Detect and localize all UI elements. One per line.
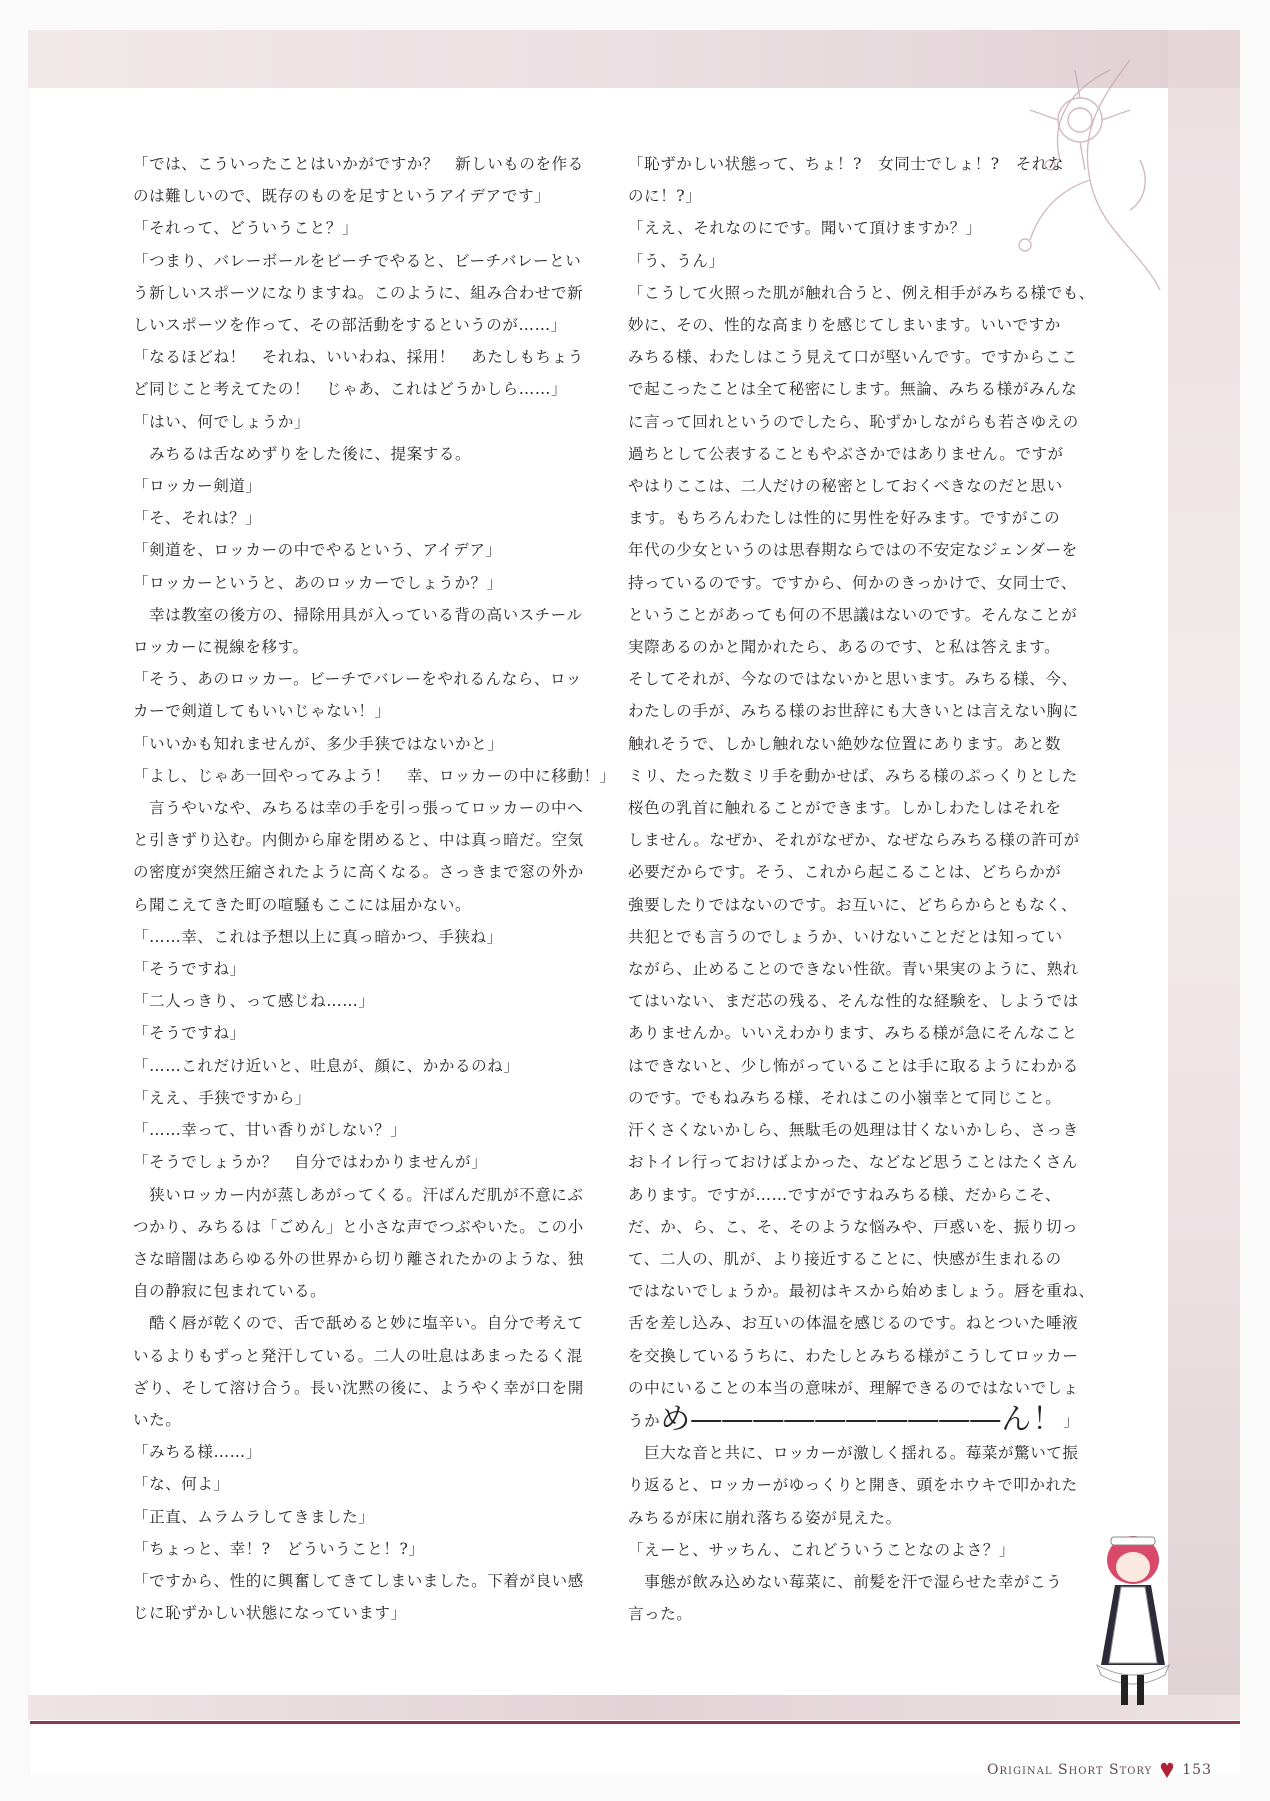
text-line: 「つまり、バレーボールをビーチでやると、ビーチバレーとい — [133, 251, 582, 270]
text-line: 「正直、ムラムラしてきました」 — [133, 1507, 375, 1526]
text-line: 「ちょっと、幸！? どういうこと！?」 — [133, 1539, 425, 1558]
text-line: 桜色の乳首に触れることができます。しかしわたしはそれを — [628, 799, 1062, 818]
text-line: 「ロッカーというと、あのロッカーでしょうか？」 — [133, 573, 503, 592]
text-line: ミリ、たった数ミリ手を動かせば、みちる様のぷっくりとした — [628, 766, 1079, 785]
page-number: 153 — [1182, 1762, 1212, 1778]
text-line: 汗くさくないかしら、無駄毛の処理は甘くないかしら、さっき — [628, 1121, 1079, 1140]
bottom-rule — [30, 1721, 1240, 1724]
text-line: り返ると、ロッカーがゆっくりと開き、頭をホウキで叩かれた — [628, 1476, 1078, 1495]
text-line: ありませんか。いいえわかります、みちる様が急にそんなこと — [628, 1024, 1078, 1043]
text-line: しません。なぜか、それがなぜか、なぜならみちる様の許可が — [628, 831, 1080, 850]
text-line: 「剣道を、ロッカーの中でやるという、アイデア」 — [133, 541, 502, 560]
text-line: 狭いロッカー内が蒸しあがってくる。汗ばんだ肌が不意にぶ — [133, 1185, 584, 1204]
text-line: 「ええ、手狭ですから」 — [133, 1088, 312, 1107]
text-line: 「そ、それは？」 — [133, 509, 262, 528]
text-line: 事態が飲み込めない莓菜に、前髪を汗で湿らせた幸がこう — [628, 1572, 1063, 1591]
text-line: 「みちる様……」 — [133, 1443, 262, 1462]
text-line: う新しいスポーツになりますね。このように、組み合わせで新 — [133, 283, 584, 302]
text-line: 「な、何よ」 — [133, 1475, 230, 1494]
text-line: みちるは舌なめずりをした後に、提案する。 — [133, 444, 472, 463]
text-line: 「そうですね」 — [133, 960, 246, 979]
text-line: ではないでしょうか。最初はキスから始めましょう。唇を重ね、 — [628, 1282, 1095, 1301]
text-line: 強要したりではないのです。お互いに、どちらからともなく、 — [628, 895, 1078, 914]
text-line: 「こうして火照った肌が触れ合うと、例え相手がみちる様でも、 — [628, 283, 1095, 302]
text-line: はできないと、少し怖がっていることは手に取るようにわかる — [628, 1056, 1079, 1075]
text-line: 「恥ずかしい状態って、ちょ！? 女同士でしょ！? それな — [628, 155, 1065, 173]
text-line: で起こったことは全て秘密にします。無論、みちる様がみんな — [628, 380, 1078, 399]
bottom-decorative-band — [28, 1695, 1240, 1720]
text-line: 必要だからです。そう、これから起こることは、どちらかが — [628, 863, 1062, 882]
text-line: 「ロッカー剣道」 — [133, 477, 262, 496]
text-line: 巨大な音と共に、ロッカーが激しく揺れる。莓菜が驚いて振 — [628, 1444, 1079, 1463]
text-line: の中にいることの本当の意味が、理解できるのではないでしょ — [628, 1378, 1079, 1397]
text-line: 「いいかも知れませんが、多少手狭ではないかと」 — [133, 734, 504, 753]
text-line: いた。 — [133, 1410, 182, 1429]
text-line: 「ええ、それなのにです。聞いて頂けますか？」 — [628, 219, 982, 238]
text-line: 「なるほどね！ それね、いいわね、採用！ あたしもちょう — [133, 348, 584, 367]
text-line: ざり、そして溶け合う。長い沈黙の後に、ようやく幸が口を開 — [133, 1378, 584, 1397]
text-line: 触れそうで、しかし触れない絶妙な位置にあります。あと数 — [628, 734, 1062, 753]
text-line: ロッカーに視線を移す。 — [133, 638, 309, 657]
text-line: 妙に、その、性的な高まりを感じてしまいます。いいですか — [628, 316, 1061, 335]
text-line: 言うやいなや、みちるは幸の手を引っ張ってロッカーの中へ — [133, 799, 584, 818]
text-line: に言って回れというのでしたら、恥ずかしながらも若さゆえの — [628, 412, 1079, 431]
text-line: わたしの手が、みちる様のお世辞にも大きいとは言えない胸に — [628, 702, 1079, 721]
text-line: 「それって、どういうこと？」 — [133, 219, 359, 238]
text-line: 「二人っきり、って感じね……」 — [133, 992, 375, 1011]
text-line: おトイレ行っておけばよかった、などなど思うことはたくさん — [628, 1153, 1079, 1172]
text-line: 「えーと、サッちん、これどういうことなのよさ？」 — [628, 1540, 1016, 1559]
text-line: カーで剣道してもいいじゃない！」 — [133, 702, 391, 721]
text-line: 「よし、じゃあ一回やってみよう！ 幸、ロッカーの中に移動！」 — [133, 766, 616, 785]
text-line: のは難しいので、既存のものを足すというアイデアです」 — [133, 187, 551, 206]
text-line: 「では、こういったことはいかがですか？ 新しいものを作る — [133, 155, 584, 173]
exclamation-big-text: め――――――――――ん！ — [660, 1401, 1064, 1437]
text-line: さな暗闇はあらゆる外の世界から切り離されたかのような、独 — [133, 1249, 584, 1268]
text-line: だ、か、ら、こ、そ、そのような悩みや、戸惑いを、振り切っ — [628, 1217, 1079, 1236]
text-line: を交換しているうちに、わたしとみちる様がこうしてロッカー — [628, 1346, 1079, 1365]
text-line: いるよりもずっと発汗している。二人の吐息はあまったるく混 — [133, 1346, 583, 1365]
text-line: 持っているのです。ですから、何かのきっかけで、女同士で、 — [628, 573, 1077, 592]
text-line: ながら、止めることのできない性欲。青い果実のように、熟れ — [628, 960, 1079, 979]
text-line: のです。でもねみちる様、それはこの小嶺幸とて同じこと。 — [628, 1088, 1062, 1107]
text-line: 「……これだけ近いと、吐息が、顔に、かかるのね」 — [133, 1056, 520, 1075]
text-line: 幸は教室の後方の、掃除用具が入っている背の高いスチール — [133, 605, 583, 624]
text-line: やはりここは、二人だけの秘密としておくべきなのだと思い — [628, 477, 1063, 496]
text-line: 「そう、あのロッカー。ビーチでバレーをやれるんなら、ロッ — [133, 670, 582, 689]
text-line: のに！?」 — [628, 187, 702, 206]
text-line: 「う、うん」 — [628, 251, 725, 270]
exclamation-line — [628, 1401, 1080, 1437]
text-line: てはいない、まだ芯の残る、そんな性的な経験を、しようでは — [628, 992, 1079, 1011]
text-line: みちる様、わたしはこう見えて口が堅いんです。ですからここ — [628, 348, 1078, 367]
text-line: 実際あるのかと聞かれたら、あるのです、と私は答えます。 — [628, 638, 1061, 657]
text-line: 「そうですね」 — [133, 1024, 246, 1043]
text-line: しいスポーツを作って、その部活動をするというのが……」 — [133, 316, 567, 335]
right-text-column — [628, 148, 1095, 1630]
text-line: 「はい、何でしょうか」 — [133, 412, 311, 431]
right-decorative-band — [1168, 30, 1240, 1720]
text-line: あります。ですが……ですがですねみちる様、だからこそ、 — [628, 1185, 1062, 1204]
text-line: 自の静寂に包まれている。 — [133, 1282, 327, 1301]
text-line: 酷く唇が乾くので、舌で舐めると妙に塩辛い。自分で考えて — [133, 1314, 584, 1333]
text-line: そしてそれが、今なのではないかと思います。みちる様、今、 — [628, 670, 1078, 689]
text-line: の密度が突然圧縮されたように高くなる。さっきまで窓の外か — [133, 863, 584, 882]
text-line: 共犯とでも言うのでしょうか、いけないことだとは知ってい — [628, 927, 1063, 946]
text-line: つかり、みちるは「ごめん」と小さな声でつぶやいた。この小 — [133, 1217, 584, 1236]
text-line: 年代の少女というのは思春期ならではの不安定なジェンダーを — [628, 541, 1078, 560]
text-line: ら聞こえてきた町の喧騒もここには届かない。 — [133, 895, 472, 914]
heart-icon — [1160, 1762, 1174, 1778]
text-line: ど同じこと考えてたの！ じゃあ、これはどうかしら……」 — [133, 380, 568, 399]
maid-character-illustration — [1075, 1515, 1185, 1715]
text-line: じに恥ずかしい状態になっています」 — [133, 1604, 407, 1623]
section-label: Original Short Story — [987, 1762, 1153, 1778]
text-line: 「……幸って、甘い香りがしない？」 — [133, 1121, 407, 1140]
text-line: ます。もちろんわたしは性的に男性を好みます。ですがこの — [628, 509, 1061, 528]
page-footer — [987, 1762, 1212, 1778]
left-text-column — [133, 148, 616, 1629]
text-line: 言った。 — [628, 1605, 693, 1624]
text-line: 舌を差し込み、お互いの体温を感じるのです。ねとついた唾液 — [628, 1314, 1079, 1333]
text-line: と引きずり込む。内側から扉を閉めると、中は真っ暗だ。空気 — [133, 831, 584, 850]
text-line: 過ちとして公表することもやぶさかではありません。ですが — [628, 444, 1064, 463]
exclamation-prefix: うか — [628, 1411, 661, 1430]
text-line: 「……幸、これは予想以上に真っ暗かつ、手狭ね」 — [133, 927, 503, 946]
text-line: て、二人の、肌が、より接近することに、快感が生まれるの — [628, 1249, 1062, 1268]
exclamation-suffix: 」 — [1063, 1411, 1080, 1430]
text-line: 「そうでしょうか？ 自分ではわかりませんが」 — [133, 1153, 488, 1172]
text-line: みちるが床に崩れ落ちる姿が見えた。 — [628, 1508, 902, 1527]
text-line: ということがあっても何の不思議はないのです。そんなことが — [628, 605, 1078, 624]
text-line: 「ですから、性的に興奮してきてしまいました。下着が良い感 — [133, 1571, 584, 1590]
